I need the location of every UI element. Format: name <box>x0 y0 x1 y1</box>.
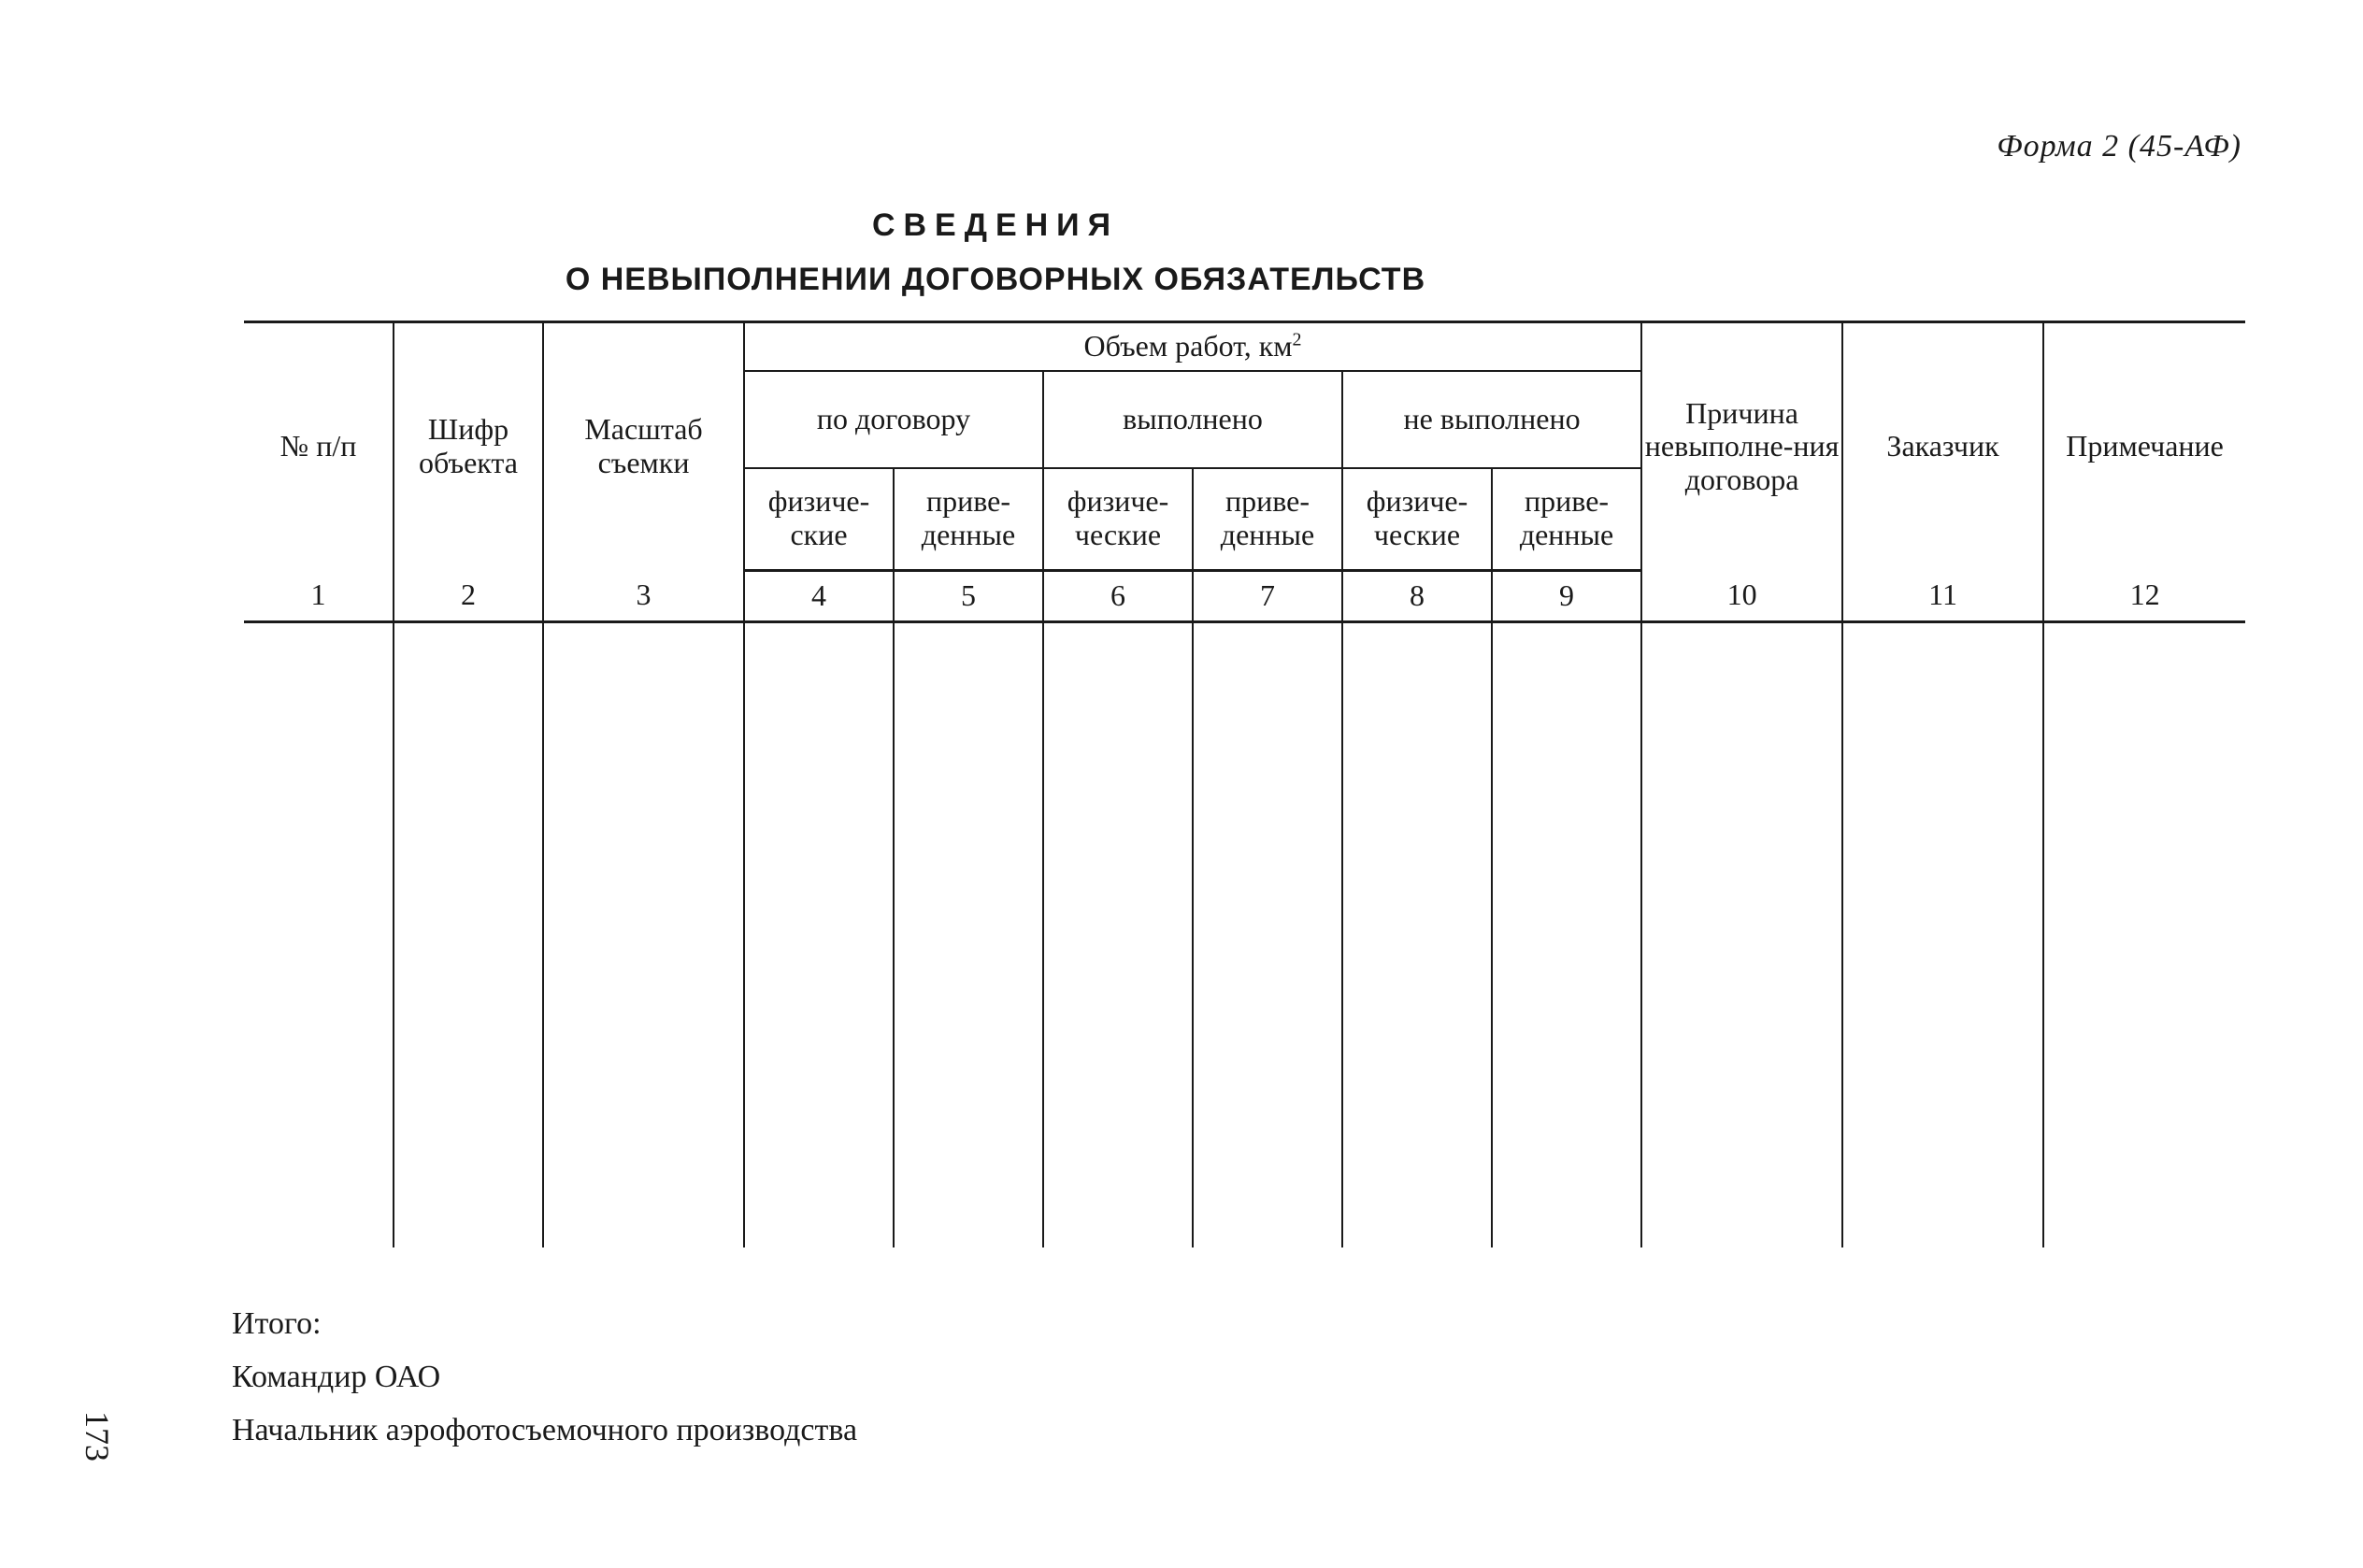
empty-cell <box>543 622 744 1248</box>
empty-cell <box>244 622 394 1248</box>
header-work-volume <box>744 322 1641 371</box>
empty-cell <box>2043 622 2245 1248</box>
column-number: 10 <box>1641 571 1842 622</box>
report-table <box>244 321 2245 1247</box>
empty-cell <box>1342 622 1492 1248</box>
column-number: 5 <box>894 571 1043 622</box>
header-reduced-contract: приве-денные <box>894 468 1043 571</box>
chief-signature-line: Начальник аэрофотосъемочного производства <box>232 1413 858 1447</box>
header-physical-not-done: физиче-ческие <box>1342 468 1492 571</box>
column-number: 6 <box>1043 571 1193 622</box>
header-number: № п/п <box>244 322 394 571</box>
empty-data-area <box>244 622 2245 1248</box>
document-title: СВЕДЕНИЯ <box>871 207 1120 243</box>
empty-cell <box>1492 622 1641 1248</box>
header-survey-scale: Масштаб съемки <box>543 322 744 571</box>
header-customer: Заказчик <box>1842 322 2043 571</box>
empty-cell <box>744 622 894 1248</box>
empty-cell <box>1641 622 1842 1248</box>
document-subtitle: О НЕВЫПОЛНЕНИИ ДОГОВОРНЫХ ОБЯЗАТЕЛЬСТВ <box>565 262 1426 297</box>
header-physical-done: физиче-ческие <box>1043 468 1193 571</box>
column-number: 3 <box>543 571 744 622</box>
empty-cell <box>394 622 543 1248</box>
column-number: 2 <box>394 571 543 622</box>
header-work-volume-power: 2 <box>1292 329 1302 350</box>
header-note: Примечание <box>2043 322 2245 571</box>
header-physical-contract: физиче-ские <box>744 468 894 571</box>
commander-signature-line: Командир ОАО <box>232 1360 441 1394</box>
column-number: 11 <box>1842 571 2043 622</box>
column-number: 7 <box>1193 571 1342 622</box>
empty-cell <box>1043 622 1193 1248</box>
header-object-cipher: Шифр объекта <box>394 322 543 571</box>
form-label: Форма 2 (45-АФ) <box>1997 129 2241 164</box>
header-not-done: не выполнено <box>1342 371 1641 468</box>
header-by-contract: по договору <box>744 371 1043 468</box>
page-number: 173 <box>79 1411 116 1461</box>
header-work-volume-label: Объем работ, км <box>1083 328 1293 363</box>
column-number: 4 <box>744 571 894 622</box>
header-done: выполнено <box>1043 371 1342 468</box>
column-number: 8 <box>1342 571 1492 622</box>
header-failure-reason: Причина невыполне-ния договора <box>1641 322 1842 571</box>
header-reduced-not-done: приве-денные <box>1492 468 1641 571</box>
empty-cell <box>894 622 1043 1248</box>
header-reduced-done: приве-денные <box>1193 468 1342 571</box>
empty-cell <box>1193 622 1342 1248</box>
column-number: 12 <box>2043 571 2245 622</box>
column-number: 9 <box>1492 571 1641 622</box>
column-number-row <box>244 571 2245 622</box>
total-label: Итого: <box>232 1306 322 1341</box>
empty-cell <box>1842 622 2043 1248</box>
column-number: 1 <box>244 571 394 622</box>
